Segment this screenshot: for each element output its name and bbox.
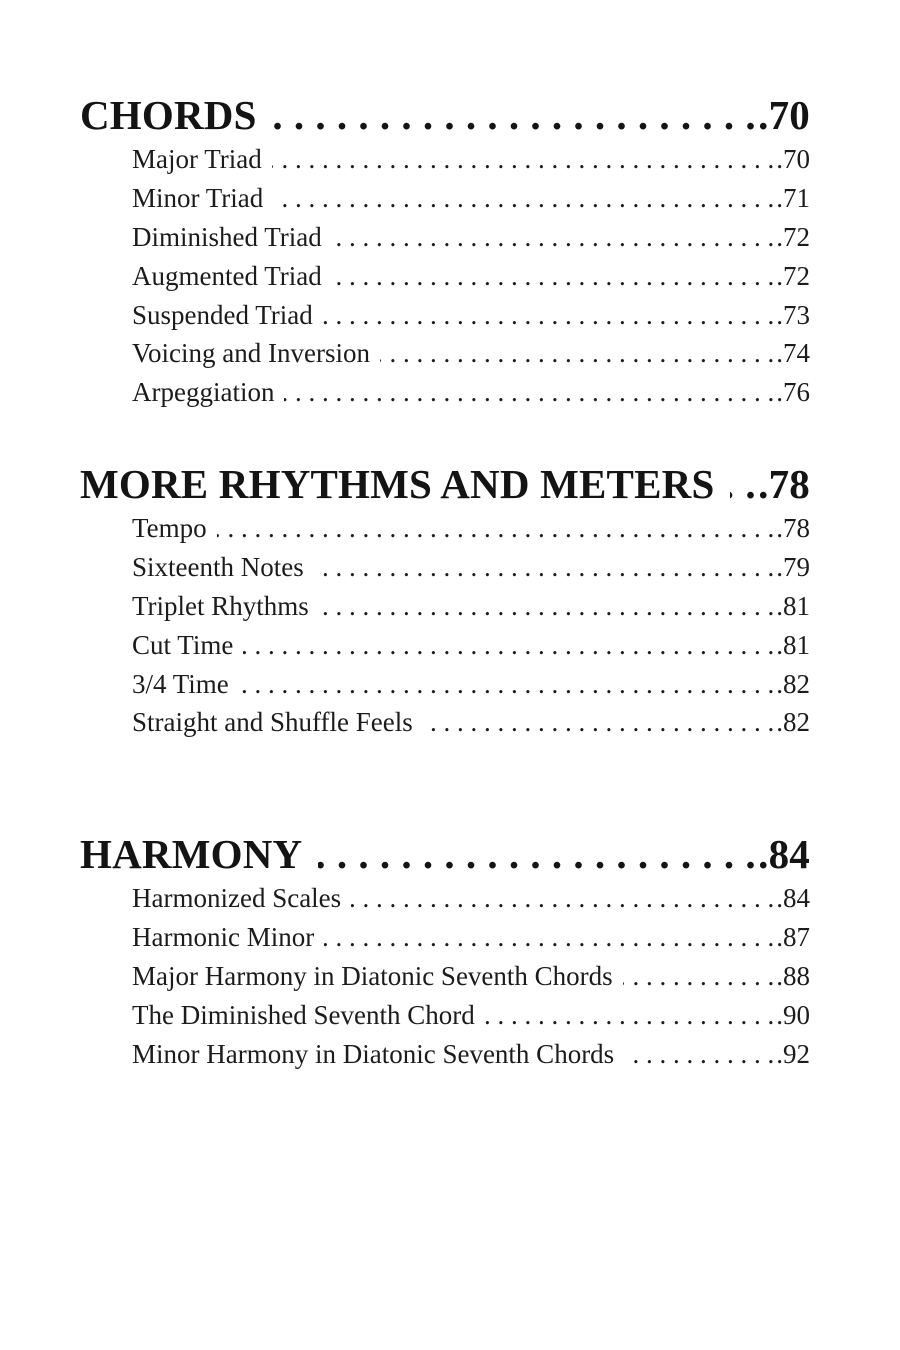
- toc-entry-page: .78: [776, 513, 810, 543]
- toc-heading-page: .84: [758, 831, 810, 877]
- dot-leader: [284, 373, 774, 412]
- dot-leader: [318, 829, 756, 879]
- toc-entries: [80, 140, 810, 412]
- toc-entry-label: Major Harmony in Diatonic Seventh Chords: [132, 960, 613, 991]
- toc-section-harmony: [80, 829, 810, 1073]
- toc-entry-page: .90: [776, 999, 810, 1030]
- toc-entry[interactable]: [132, 218, 810, 257]
- toc-entry[interactable]: [132, 703, 810, 742]
- toc-entry-page: .82: [776, 707, 810, 738]
- dot-leader: [273, 90, 757, 140]
- toc-entry-label: Sixteenth Notes: [132, 551, 304, 582]
- toc-entry[interactable]: [132, 140, 810, 179]
- toc-entry[interactable]: [132, 957, 810, 996]
- toc-entries: [80, 879, 810, 1073]
- toc-entry-page: .81: [776, 590, 810, 621]
- toc-entry[interactable]: [132, 334, 810, 373]
- toc-entry[interactable]: [132, 373, 810, 412]
- toc-entries: [80, 509, 810, 742]
- toc-entry-page: .87: [776, 921, 810, 952]
- toc-entry-page: .81: [776, 629, 810, 660]
- toc-entry[interactable]: [132, 996, 810, 1035]
- toc-entry[interactable]: [132, 257, 810, 296]
- dot-leader: [314, 548, 775, 587]
- toc-entry[interactable]: [132, 879, 810, 918]
- toc-entry-label: Voicing and Inversion: [132, 338, 370, 369]
- toc-entry[interactable]: [132, 1035, 810, 1074]
- dot-leader: [351, 879, 774, 918]
- toc-entry-label: Augmented Triad: [132, 260, 322, 291]
- toc-entry-label: The Diminished Seventh Chord: [132, 999, 475, 1030]
- toc-entry-page: .76: [776, 377, 810, 408]
- toc-entry[interactable]: [132, 179, 810, 218]
- toc-entry-page: .82: [776, 668, 810, 699]
- toc-entry[interactable]: [132, 587, 810, 626]
- toc-entry-label: Minor Triad: [132, 182, 264, 213]
- toc-entry-page: .74: [776, 338, 810, 369]
- toc-entry-page: .88: [776, 960, 810, 991]
- toc-entry-label: Arpeggiation: [132, 377, 275, 408]
- toc-entry[interactable]: [132, 626, 810, 665]
- toc-entry-page: .71: [776, 182, 810, 213]
- toc-entry-page: .79: [776, 551, 810, 582]
- toc-heading-page: .70: [758, 92, 810, 138]
- toc-heading-title: CHORDS: [80, 92, 257, 138]
- toc-entry-label: Cut Time: [132, 629, 234, 660]
- dot-leader: [485, 996, 775, 1035]
- toc-entry-label: Suspended Triad: [132, 299, 313, 330]
- toc-section-more-rhythms-and-meters: [80, 459, 810, 742]
- toc-heading-title: MORE RHYTHMS AND METERS: [80, 461, 715, 507]
- toc-entry[interactable]: [132, 548, 810, 587]
- toc-entry-page: .72: [776, 260, 810, 291]
- toc-entry-label: Tempo: [132, 513, 207, 543]
- toc-heading[interactable]: [80, 829, 810, 879]
- toc-heading[interactable]: [80, 459, 810, 509]
- toc-heading-title: HARMONY: [80, 831, 303, 877]
- dot-leader: [624, 1035, 774, 1074]
- toc-entry-label: Triplet Rhythms: [132, 590, 309, 621]
- dot-leader: [323, 296, 774, 335]
- dot-leader: [380, 334, 774, 373]
- toc-entry-page: .70: [776, 144, 810, 174]
- toc-entry[interactable]: [132, 665, 810, 704]
- dot-leader: [423, 703, 775, 742]
- dot-leader: [332, 218, 774, 257]
- toc-entry-label: Major Triad: [132, 144, 262, 174]
- toc-entry-label: Harmonized Scales: [132, 883, 342, 913]
- dot-leader: [623, 957, 775, 996]
- toc-entry-label: Straight and Shuffle Feels: [132, 707, 413, 738]
- toc-entry[interactable]: [132, 918, 810, 957]
- dot-leader: [332, 257, 774, 296]
- toc-entry-label: 3/4 Time: [132, 668, 229, 699]
- toc-entry-page: .92: [776, 1038, 810, 1069]
- dot-leader: [217, 509, 775, 548]
- toc-heading-page: .78: [758, 461, 810, 507]
- toc-entry-label: Harmonic Minor: [132, 921, 315, 952]
- toc-entry-page: .72: [776, 221, 810, 252]
- dot-leader: [324, 918, 774, 957]
- dot-leader: [730, 459, 756, 509]
- toc-heading[interactable]: [80, 90, 810, 140]
- toc-entry-page: .84: [776, 883, 810, 913]
- toc-entry-label: Diminished Triad: [132, 221, 322, 252]
- dot-leader: [272, 140, 774, 179]
- toc-entry-label: Minor Harmony in Diatonic Seventh Chords: [132, 1038, 615, 1069]
- dot-leader: [273, 179, 774, 218]
- dot-leader: [319, 587, 774, 626]
- toc-section-chords: [80, 90, 810, 412]
- toc-entry-page: .73: [776, 299, 810, 330]
- dot-leader: [239, 665, 774, 704]
- dot-leader: [243, 626, 774, 665]
- toc-entry[interactable]: [132, 509, 810, 548]
- toc-entry[interactable]: [132, 296, 810, 335]
